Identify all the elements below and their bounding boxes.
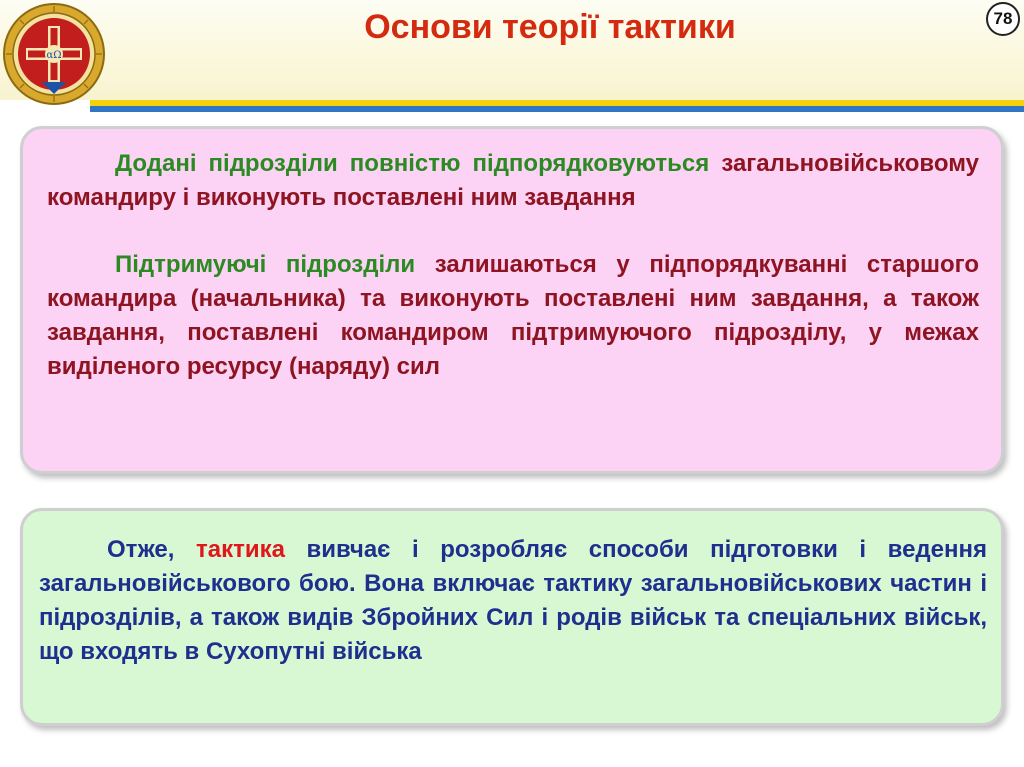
supporting-units-text: залишаються у підпорядкуванні старшого командира (начальника) та виконують поставлені ним завдання, а також завдання, поставлені командиром підтримуючого підрозділу, у межах виділеного ресурсу (наряду) сил <box>47 251 979 380</box>
supporting-units-term: Підтримуючі підрозділи <box>115 251 416 278</box>
conclusion-lead: Отже, <box>107 536 196 563</box>
subordinate-units-box <box>20 126 1004 474</box>
conclusion-paragraph <box>39 533 987 669</box>
tactics-term: тактика <box>196 536 285 563</box>
page-title: Основи теорії тактики <box>364 8 736 46</box>
slide-number-badge: 78 <box>986 2 1020 36</box>
svg-text:αΩ: αΩ <box>46 50 62 61</box>
header-stripe-blue <box>90 106 1024 112</box>
conclusion-text: вивчає і розробляє способи підготовки і ведення загальновійськового бою. Вона включає тактику загальновійськових частин і підрозділів, а також видів Збройних Сил і родів військ та спеціальних військ, що входять в Сухопутні війська <box>39 536 987 665</box>
attached-units-text: загальновійськовому командиру і виконують поставлені ним завдання <box>47 150 979 211</box>
supporting-units-paragraph <box>47 248 979 384</box>
conclusion-box <box>20 508 1004 726</box>
attached-units-term: Додані підрозділи повністю підпорядковуються <box>115 150 710 177</box>
attached-units-paragraph <box>47 147 979 215</box>
